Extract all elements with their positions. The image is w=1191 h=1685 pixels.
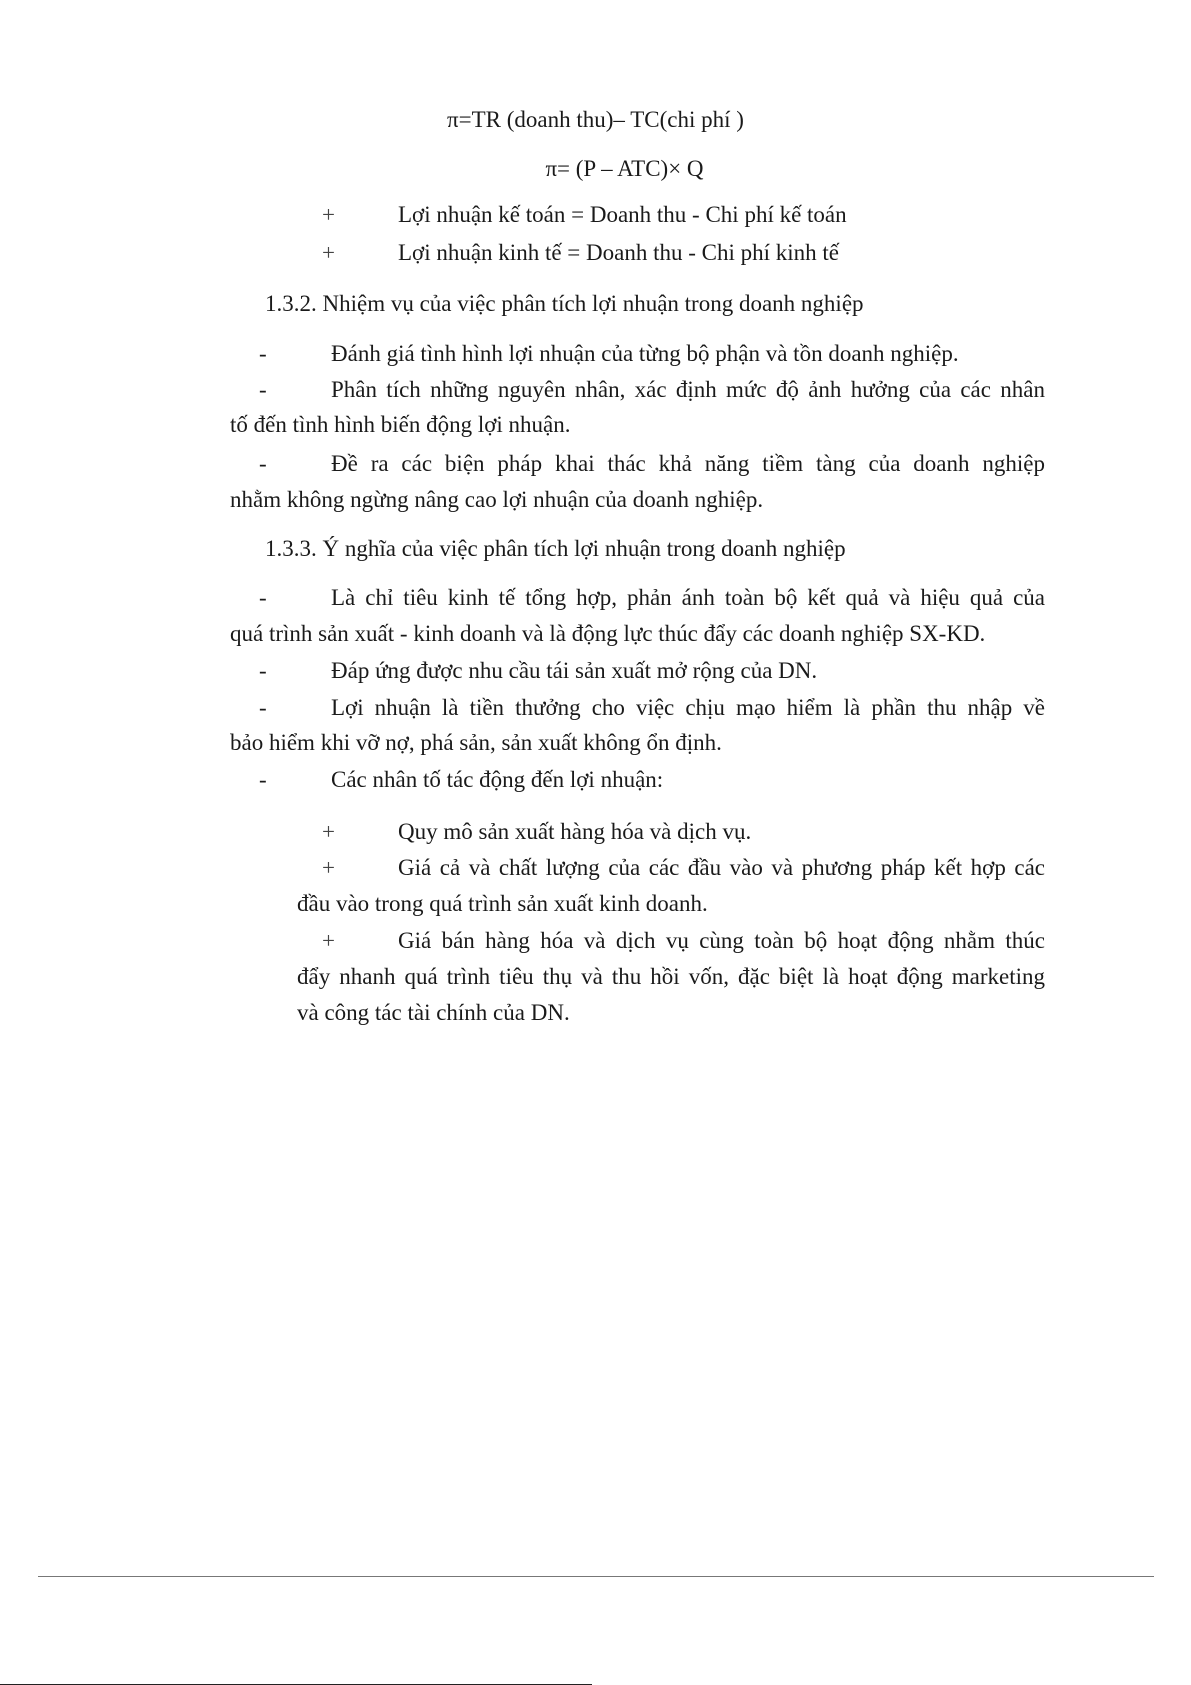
factor-item-text-continuation: đầu vào trong quá trình sản xuất kinh doanh.	[297, 891, 708, 916]
economic-profit-definition: Lợi nhuận kinh tế = Doanh thu - Chi phí kinh tế	[398, 240, 839, 265]
meaning-item-text: Là chỉ tiêu kinh tế tổng hợp, phản ánh toàn bộ kết quả và hiệu quả của	[331, 585, 1045, 610]
factor-item-text: Giá bán hàng hóa và dịch vụ cùng toàn bộ hoạt động nhằm thúc	[398, 928, 1045, 953]
bullet-dash-marker: -	[259, 767, 267, 792]
bullet-plus-marker: +	[322, 855, 335, 880]
formula-profit-tr-tc: π=TR (doanh thu)– TC(chi phí )	[447, 107, 744, 132]
bullet-dash-marker: -	[259, 341, 267, 366]
duty-item-text-continuation: nhằm không ngừng nâng cao lợi nhuận của doanh nghiệp.	[230, 487, 764, 512]
meaning-item-text: Các nhân tố tác động đến lợi nhuận:	[331, 767, 664, 792]
meaning-item-text-continuation: bảo hiểm khi vỡ nợ, phá sản, sản xuất không ổn định.	[230, 730, 722, 755]
factor-item-text-continuation: đẩy nhanh quá trình tiêu thụ và thu hồi vốn, đặc biệt là hoạt động marketing	[297, 964, 1045, 989]
duty-item-text-continuation: tố đến tình hình biến động lợi nhuận.	[230, 412, 571, 437]
duty-item-text: Phân tích những nguyên nhân, xác định mức độ ảnh hưởng của các nhân	[331, 377, 1045, 402]
bullet-dash-marker: -	[259, 451, 267, 476]
bullet-plus-marker: +	[322, 202, 335, 227]
bullet-plus-marker: +	[322, 928, 335, 953]
factor-item-text-continuation: và công tác tài chính của DN.	[297, 1000, 570, 1025]
meaning-item-text-continuation: quá trình sản xuất - kinh doanh và là động lực thúc đẩy các doanh nghiệp SX-KD.	[230, 621, 986, 646]
bullet-dash-marker: -	[259, 377, 267, 402]
factor-item-text: Quy mô sản xuất hàng hóa và dịch vụ.	[398, 819, 752, 844]
footer-divider	[38, 1576, 1154, 1577]
bullet-dash-marker: -	[259, 585, 267, 610]
factor-item-text: Giá cả và chất lượng của các đầu vào và phương pháp kết hợp các	[398, 855, 1045, 880]
bullet-plus-marker: +	[322, 819, 335, 844]
bullet-plus-marker: +	[322, 240, 335, 265]
section-heading-1-3-2: 1.3.2. Nhiệm vụ của việc phân tích lợi nhuận trong doanh nghiệp	[265, 291, 864, 316]
bullet-dash-marker: -	[259, 658, 267, 683]
meaning-item-text: Đáp ứng được nhu cầu tái sản xuất mở rộng của DN.	[331, 658, 818, 683]
accounting-profit-definition: Lợi nhuận kế toán = Doanh thu - Chi phí kế toán	[398, 202, 847, 227]
duty-item-text: Đánh giá tình hình lợi nhuận của từng bộ phận và tồn doanh nghiệp.	[331, 341, 959, 366]
bullet-dash-marker: -	[259, 695, 267, 720]
formula-profit-atc: π= (P – ATC)× Q	[545, 156, 704, 181]
meaning-item-text: Lợi nhuận là tiền thưởng cho việc chịu mạo hiểm là phần thu nhập về	[331, 695, 1045, 720]
section-heading-1-3-3: 1.3.3. Ý nghĩa của việc phân tích lợi nhuận trong doanh nghiệp	[265, 536, 846, 561]
duty-item-text: Đề ra các biện pháp khai thác khả năng tiềm tàng của doanh nghiệp	[331, 451, 1045, 476]
